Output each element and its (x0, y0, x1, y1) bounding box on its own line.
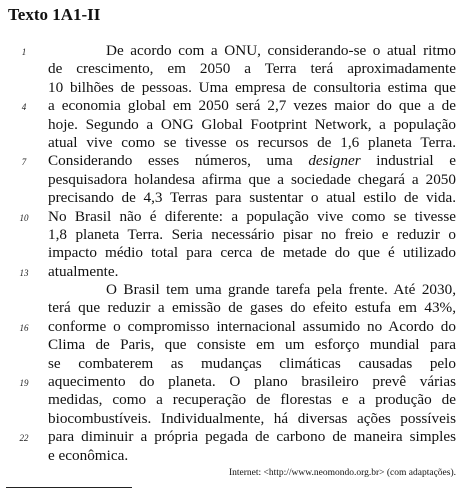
text-line (0, 244, 462, 262)
line-text: pesquisadora holandesa afirma que a sociedade chegará a 2050 (48, 170, 456, 188)
line-text: conforme o compromisso internacional assumido no Acordo do (48, 317, 456, 335)
text-line (0, 134, 462, 152)
text-line (0, 355, 462, 373)
text-line (0, 410, 462, 428)
line-text: 1,8 planeta Terra. Seria necessário pisar no freio e reduzir o (48, 225, 456, 243)
text-title: Texto 1A1-II (8, 5, 101, 24)
footer-rule (6, 487, 132, 488)
line-text: impacto médio total para cerca de metade do que é utilizado (48, 244, 456, 262)
text-line (0, 226, 462, 244)
line-text: precisando de 4,3 Terras para sustentar o atual estilo de vida. (48, 189, 456, 207)
line-number: 16 (19, 322, 29, 333)
text-line (0, 171, 462, 189)
text-line (0, 152, 462, 170)
line-number: 7 (21, 157, 27, 168)
line-number: 4 (21, 102, 27, 113)
text-line (0, 447, 462, 465)
text-line (0, 60, 462, 78)
line-text: atual vive como se tivesse os recursos de 1,6 planeta Terra. (48, 133, 456, 151)
text-line (0, 299, 462, 317)
line-text: De acordo com a ONU, considerando-se o atual ritmo (106, 42, 456, 59)
line-number: 22 (19, 433, 29, 444)
line-number: 13 (19, 267, 29, 278)
text-line (0, 318, 462, 336)
text-line (0, 208, 462, 226)
line-number: 1 (21, 47, 27, 57)
line-text: 10 bilhões de pessoas. Uma empresa de consultoria estima que (48, 78, 456, 96)
text-line (0, 116, 462, 134)
line-text: terá que reduzir a emissão de gases do efeito estufa em 43%, (48, 299, 456, 317)
text-line (0, 97, 462, 115)
text-line (0, 281, 462, 299)
line-text: a economia global em 2050 será 2,7 vezes maior do que a de (48, 97, 456, 115)
line-number: 19 (19, 378, 29, 389)
text-body (0, 42, 462, 465)
line-text: O Brasil tem uma grande tarefa pela frente. Até 2030, (106, 281, 456, 299)
text-line (0, 428, 462, 446)
text-line (0, 336, 462, 354)
source-citation: Internet: <http://www.neomondo.org.br> (com adaptações). (228, 468, 456, 478)
line-text: No Brasil não é diferente: a população vive como se tivesse (48, 207, 456, 225)
line-text: biocombustíveis. Individualmente, há diversas ações possíveis (48, 409, 456, 427)
line-number: 10 (19, 212, 29, 223)
text-line (0, 79, 462, 97)
line-text: e econômica. (48, 446, 129, 464)
text-line (0, 42, 462, 60)
line-text: atualmente. (48, 262, 119, 280)
line-text: Considerando esses números, uma designer industrial e (48, 152, 456, 170)
text-line (0, 189, 462, 207)
line-text: aquecimento do planeta. O plano brasileiro prevê várias (48, 373, 456, 391)
text-line (0, 391, 462, 409)
line-text: de crescimento, em 2050 a Terra terá aproximadamente (48, 60, 456, 78)
line-text: hoje. Segundo a ONG Global Footprint Network, a população (48, 115, 456, 133)
text-line (0, 373, 462, 391)
italic-term: designer (308, 152, 361, 170)
line-text: para diminuir a própria pegada de carbono de maneira simples (48, 428, 456, 446)
text-line (0, 263, 462, 281)
line-text: medidas, como a recuperação de florestas e a produção de (48, 391, 456, 409)
line-text: se combaterem as mudanças climáticas causadas pelo (48, 354, 456, 372)
line-text: Clima de Paris, que consiste em um esforço mundial para (48, 336, 456, 354)
